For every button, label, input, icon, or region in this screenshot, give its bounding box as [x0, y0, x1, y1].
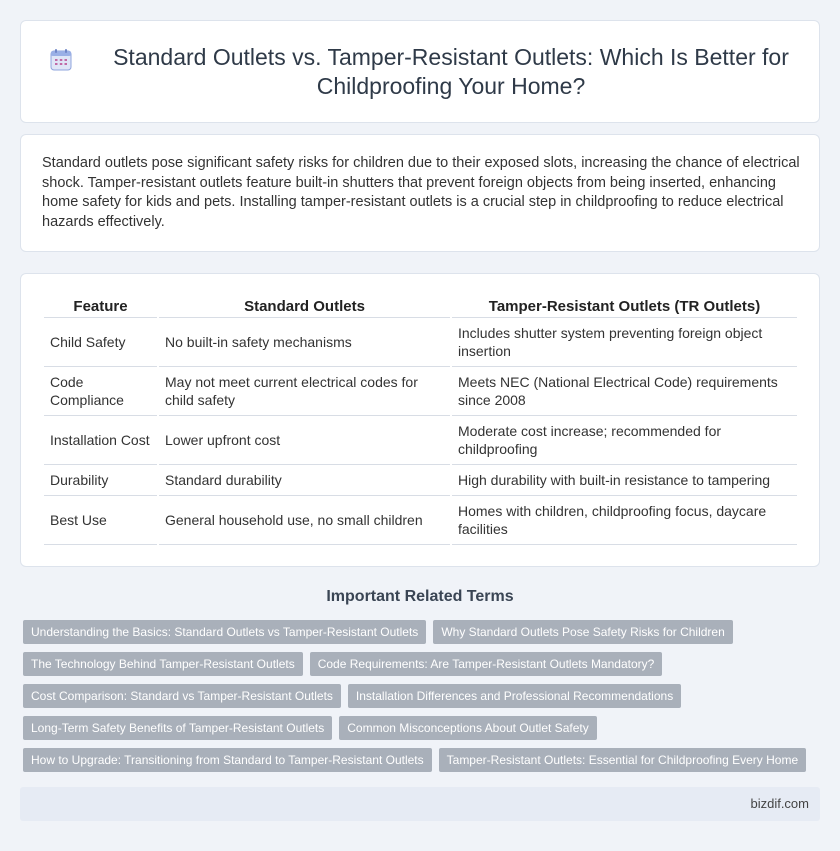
standard-cell: General household use, no small children — [159, 496, 450, 545]
feature-cell: Child Safety — [44, 318, 157, 367]
feature-cell: Best Use — [44, 496, 157, 545]
comparison-table — [42, 296, 799, 545]
column-header-tamper-resistant: Tamper-Resistant Outlets (TR Outlets) — [452, 296, 797, 318]
related-term-link[interactable]: Installation Differences and Professional Recommendations — [348, 684, 681, 708]
related-term-link[interactable]: Code Requirements: Are Tamper-Resistant Outlets Mandatory? — [310, 652, 663, 676]
intro-paragraph: Standard outlets pose significant safety risks for children due to their exposed slots, increasing the chance of electrical shock. Tamper-resistant outlets feature built-in shutters that prevent foreign objects from being inserted, enhancing home safety for kids and pets. Installing tamper-resistant outlets is a crucial step in childproofing to reduce electrical hazards effectively. — [42, 155, 800, 230]
feature-cell: Code Compliance — [44, 367, 157, 416]
related-terms-list — [23, 620, 823, 780]
feature-cell: Installation Cost — [44, 416, 157, 465]
footer — [20, 787, 820, 821]
standard-cell: Standard durability — [159, 465, 450, 496]
column-header-feature: Feature — [44, 296, 157, 318]
related-term-link[interactable]: Common Misconceptions About Outlet Safety — [339, 716, 596, 740]
header-card — [20, 20, 820, 123]
tamper-resistant-cell: Includes shutter system preventing foreign object insertion — [452, 318, 797, 367]
related-term-link[interactable]: How to Upgrade: Transitioning from Standard to Tamper-Resistant Outlets — [23, 748, 432, 772]
table-header-row — [44, 296, 797, 318]
standard-cell: No built-in safety mechanisms — [159, 318, 450, 367]
page-title: Standard Outlets vs. Tamper-Resistant Outlets: Which Is Better for Childproofing Your Home? — [113, 44, 789, 99]
tamper-resistant-cell: Meets NEC (National Electrical Code) requirements since 2008 — [452, 367, 797, 416]
column-header-standard: Standard Outlets — [159, 296, 450, 318]
footer-site-link[interactable]: bizdif.com — [750, 796, 809, 811]
tamper-resistant-cell: Homes with children, childproofing focus, daycare facilities — [452, 496, 797, 545]
related-term-link[interactable]: Long-Term Safety Benefits of Tamper-Resistant Outlets — [23, 716, 332, 740]
tamper-resistant-cell: Moderate cost increase; recommended for childproofing — [452, 416, 797, 465]
related-term-link[interactable]: The Technology Behind Tamper-Resistant Outlets — [23, 652, 303, 676]
table-row — [44, 367, 797, 416]
table-row — [44, 465, 797, 496]
related-terms-heading: Important Related Terms — [326, 588, 514, 605]
standard-cell: Lower upfront cost — [159, 416, 450, 465]
table-row — [44, 416, 797, 465]
table-row — [44, 496, 797, 545]
comparison-card — [20, 273, 820, 567]
feature-cell: Durability — [44, 465, 157, 496]
related-term-link[interactable]: Cost Comparison: Standard vs Tamper-Resistant Outlets — [23, 684, 341, 708]
related-term-link[interactable]: Tamper-Resistant Outlets: Essential for Childproofing Every Home — [439, 748, 806, 772]
tamper-resistant-cell: High durability with built-in resistance to tampering — [452, 465, 797, 496]
standard-cell: May not meet current electrical codes for child safety — [159, 367, 450, 416]
related-term-link[interactable]: Understanding the Basics: Standard Outlets vs Tamper-Resistant Outlets — [23, 620, 426, 644]
table-row — [44, 318, 797, 367]
intro-card — [20, 134, 820, 252]
related-term-link[interactable]: Why Standard Outlets Pose Safety Risks for Children — [433, 620, 732, 644]
